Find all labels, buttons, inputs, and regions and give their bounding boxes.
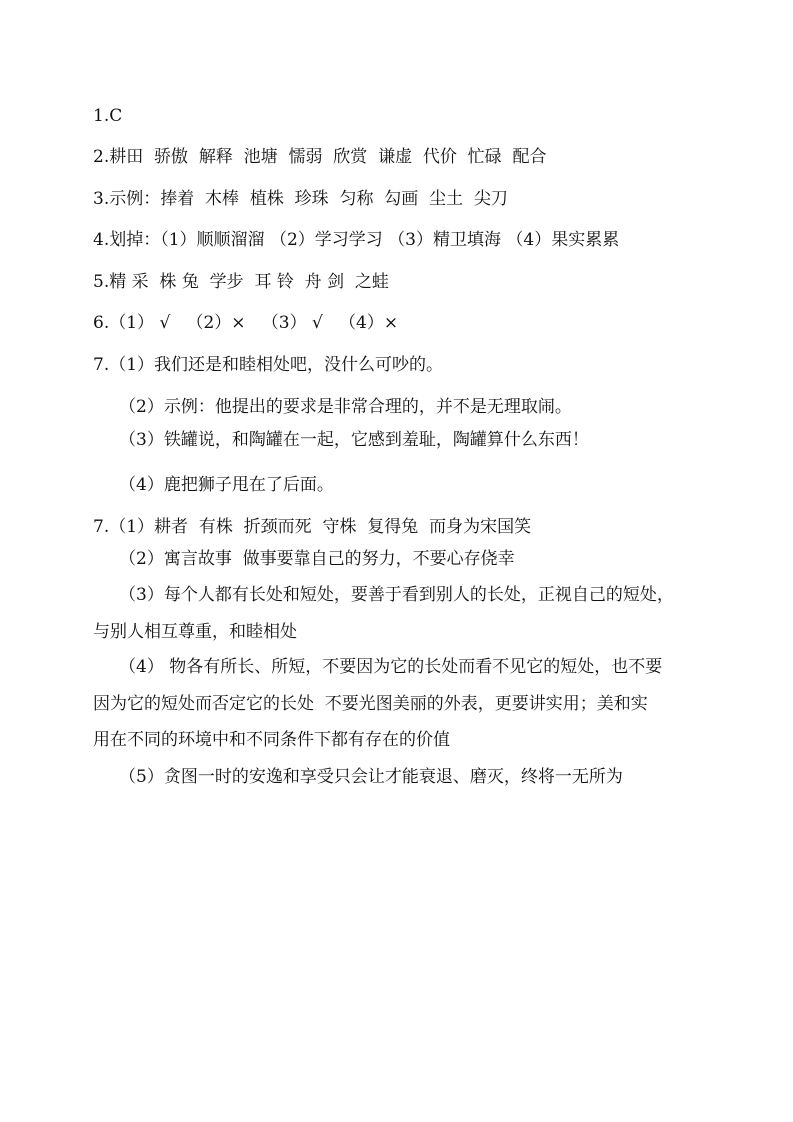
answer-7-part-1: 7.（1）我们还是和睦相处吧，没什么可吵的。 <box>93 355 444 375</box>
answer-2: 2.耕田 骄傲 解释 池塘 懦弱 欣赏 谦虚 代价 忙碌 配合 <box>93 147 547 167</box>
answer-6: 6.（1） √ （2）× （3） √ （4）× <box>93 313 399 333</box>
answer-7b-part-3-cont: 与别人相互尊重，和睦相处 <box>93 622 297 642</box>
answer-3: 3.示例：捧着 木棒 植株 珍珠 匀称 勾画 尘土 尖刀 <box>93 189 508 209</box>
answer-7b-part-4-cont2: 用在不同的环境中和不同条件下都有存在的价值 <box>93 730 450 750</box>
answer-1: 1.C <box>93 106 123 126</box>
answer-7b-part-4: （4） 物各有所长、所短，不要因为它的长处而看不见它的短处，也不要 <box>119 657 663 677</box>
answer-7b-part-5: （5）贪图一时的安逸和享受只会让才能衰退、磨灭，终将一无所为 <box>119 767 623 787</box>
answer-7-part-3: （3）铁罐说，和陶罐在一起，它感到羞耻，陶罐算什么东西！ <box>119 430 589 450</box>
answer-7b-part-1: 7.（1）耕者 有株 折颈而死 守株 复得兔 而身为宋国笑 <box>93 517 532 537</box>
answer-7-part-4: （4）鹿把狮子甩在了后面。 <box>119 475 334 495</box>
answer-7-part-2: （2）示例：他提出的要求是非常合理的，并不是无理取闹。 <box>119 397 572 417</box>
answer-7b-part-2: （2）寓言故事 做事要靠自己的努力，不要心存侥幸 <box>119 549 515 569</box>
answer-7b-part-4-cont: 因为它的短处而否定它的长处 不要光图美丽的外表，更要讲实用；美和实 <box>93 694 648 714</box>
answer-5: 5.精 采 株 兔 学步 耳 铃 舟 剑 之蛙 <box>93 272 389 292</box>
answer-7b-part-3: （3）每个人都有长处和短处，要善于看到别人的长处，正视自己的短处， <box>119 585 674 605</box>
answer-4: 4.划掉：（1）顺顺溜溜 （2）学习学习 （3）精卫填海 （4）果实累累 <box>93 230 620 250</box>
